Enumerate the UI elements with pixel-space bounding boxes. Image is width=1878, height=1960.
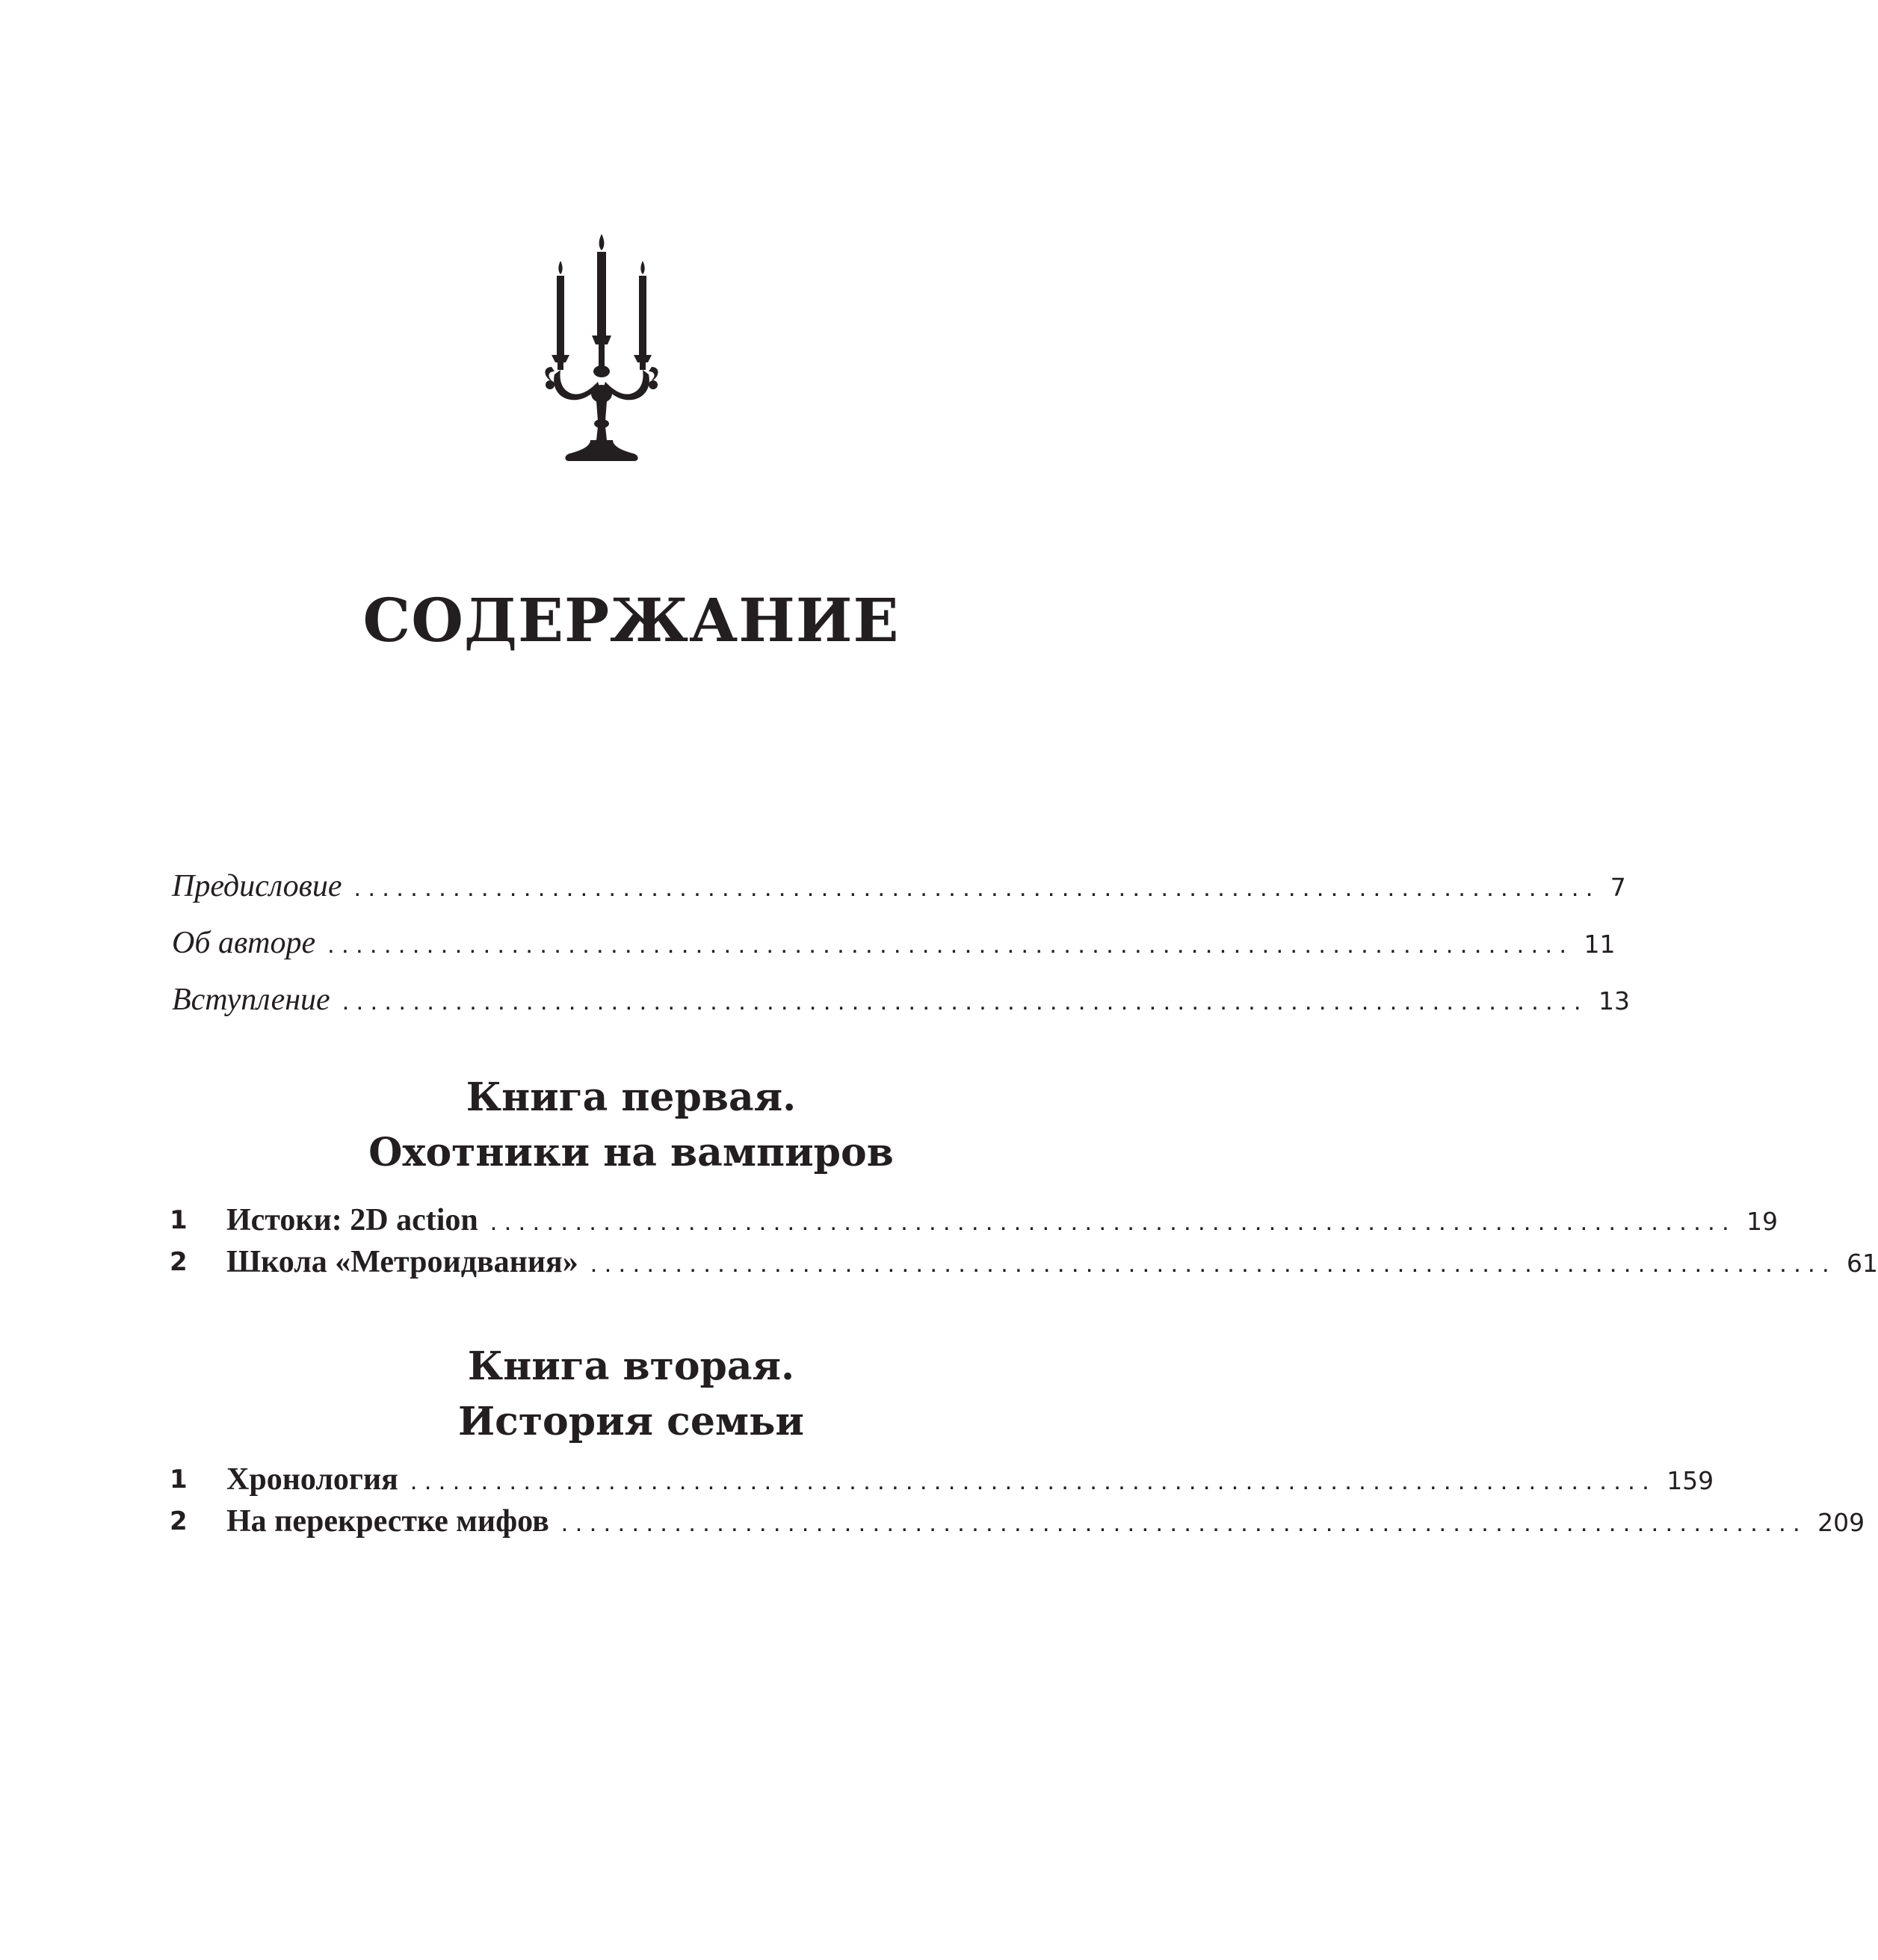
toc-entry-title: Об авторе: [172, 926, 316, 960]
toc-entry-title: Школа «Метроидвания»: [226, 1245, 578, 1279]
toc-entry-preface[interactable]: [172, 865, 1626, 907]
toc-entry-title: Истоки: 2D action: [226, 1203, 478, 1237]
toc-entry-title: Хронология: [226, 1462, 398, 1497]
dot-leader: ........................................................................................: [353, 874, 1600, 902]
toc-entry-page: 209: [1817, 1508, 1865, 1537]
toc-entry-chapter[interactable]: [170, 1241, 1878, 1283]
toc-entry-page: 159: [1667, 1466, 1714, 1495]
dot-leader: ........................................................................................: [489, 1208, 1737, 1236]
toc-entry-title: Предисловие: [172, 869, 342, 903]
front-matter-list: [172, 865, 1630, 1021]
book-two-chapters: [170, 1459, 1865, 1542]
toc-entry-introduction[interactable]: [172, 979, 1630, 1021]
book-one-chapters: [170, 1199, 1878, 1283]
book-heading-line: Книга вторая.: [467, 1344, 795, 1389]
dot-leader: ........................................................................................: [590, 1249, 1837, 1278]
toc-entry-about-author[interactable]: [172, 922, 1616, 964]
chapter-number: 2: [170, 1247, 188, 1277]
toc-entry-chapter[interactable]: [170, 1500, 1865, 1542]
book-heading-line: Книга первая.: [466, 1075, 797, 1120]
toc-entry-title: На перекрестке мифов: [226, 1504, 549, 1539]
toc-entry-chapter[interactable]: [170, 1199, 1779, 1241]
dot-leader: ........................................................................................: [327, 930, 1574, 959]
toc-entry-page: 13: [1598, 986, 1630, 1015]
toc-entry-page: 11: [1584, 930, 1616, 959]
book-two-heading: [0, 1339, 1262, 1450]
book-heading-line: История семьи: [458, 1399, 804, 1444]
toc-entry-page: 19: [1746, 1207, 1779, 1236]
candelabra-icon: [538, 228, 665, 467]
toc-entry-page: 61: [1847, 1249, 1878, 1278]
toc-entry-title: Вступление: [172, 983, 330, 1017]
chapter-number: 1: [170, 1205, 188, 1235]
dot-leader: ........................................................................................: [342, 987, 1588, 1015]
book-heading-line: Охотники на вампиров: [368, 1130, 894, 1175]
chapter-number: 2: [170, 1506, 188, 1536]
dot-leader: ........................................................................................: [560, 1509, 1808, 1537]
chapter-number: 1: [170, 1465, 188, 1494]
book-one-heading: [0, 1070, 1262, 1181]
toc-entry-page: 7: [1610, 873, 1626, 902]
toc-entry-chapter[interactable]: [170, 1459, 1714, 1500]
page-title: СОДЕРЖАНИЕ: [362, 585, 900, 655]
dot-leader: ........................................................................................: [410, 1467, 1657, 1495]
